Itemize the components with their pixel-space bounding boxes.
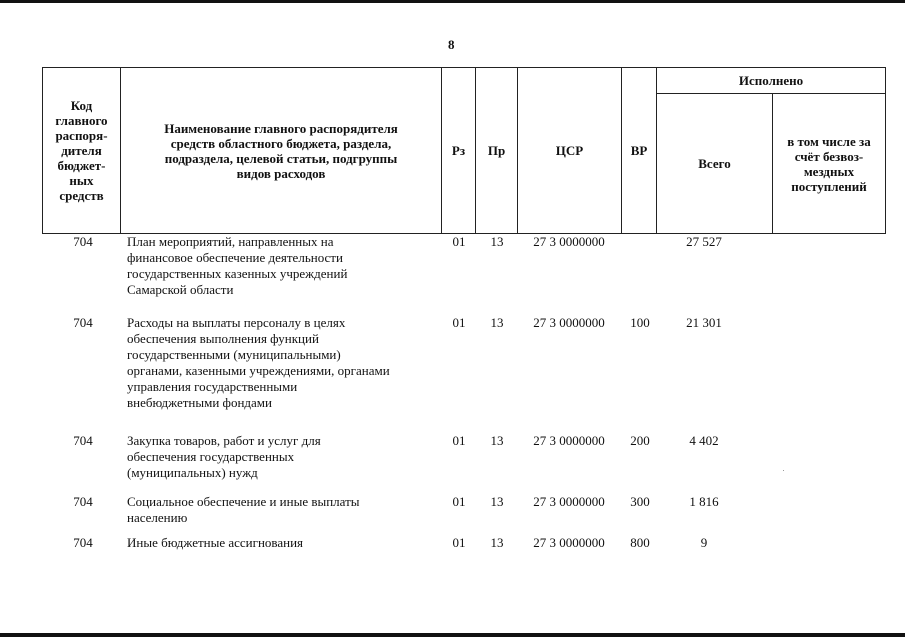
row-rz: 01 bbox=[452, 433, 466, 448]
page-number: 8 bbox=[448, 37, 455, 52]
row-rz: 01 bbox=[452, 494, 466, 509]
bottom-rule bbox=[0, 633, 905, 637]
row-total: 4 402 bbox=[689, 433, 719, 448]
row-total: 1 816 bbox=[689, 494, 719, 509]
header-name: Наименование главного распорядителя средств областного бюджета, раздела, подраздела, целевой статьи, подгруппы видов расходов bbox=[120, 67, 442, 234]
header-csr: ЦСР bbox=[517, 67, 622, 234]
header-rz: Рз bbox=[441, 67, 476, 234]
row-vr: 300 bbox=[630, 494, 650, 509]
row-name: Расходы на выплаты персоналу в целях обеспечения выполнения функций государственными (муниципальными) органами, казенными учреждениями, органами управления государственными внебюджетными фондами bbox=[127, 315, 390, 410]
row-csr: 27 3 0000000 bbox=[533, 433, 605, 448]
row-csr: 27 3 0000000 bbox=[533, 494, 605, 509]
row-pr: 13 bbox=[490, 494, 504, 509]
row-name: План мероприятий, направленных на финансовое обеспечение деятельности государственных казенных учреждений Самарской области bbox=[127, 234, 348, 297]
row-vr: 800 bbox=[630, 535, 650, 550]
row-name: Социальное обеспечение и иные выплаты населению bbox=[127, 494, 360, 525]
row-csr: 27 3 0000000 bbox=[533, 315, 605, 330]
row-code: 704 bbox=[73, 234, 93, 249]
row-code: 704 bbox=[73, 315, 93, 330]
row-pr: 13 bbox=[490, 315, 504, 330]
row-rz: 01 bbox=[452, 535, 466, 550]
row-code: 704 bbox=[73, 535, 93, 550]
row-pr: 13 bbox=[490, 535, 504, 550]
row-vr: 100 bbox=[630, 315, 650, 330]
row-code: 704 bbox=[73, 433, 93, 448]
row-pr: 13 bbox=[490, 433, 504, 448]
header-code: Код главного распоря- дителя бюджет- ных средств bbox=[42, 67, 121, 234]
row-name: Закупка товаров, работ и услуг для обеспечения государственных (муниципальных) нужд bbox=[127, 433, 321, 480]
row-rz: 01 bbox=[452, 234, 466, 249]
header-vr: ВР bbox=[621, 67, 657, 234]
row-csr: 27 3 0000000 bbox=[533, 535, 605, 550]
row-total: 21 301 bbox=[686, 315, 722, 330]
row-pr: 13 bbox=[490, 234, 504, 249]
row-csr: 27 3 0000000 bbox=[533, 234, 605, 249]
row-rz: 01 bbox=[452, 315, 466, 330]
top-rule bbox=[0, 0, 905, 3]
header-executed: Исполнено bbox=[656, 67, 886, 94]
row-vr: 200 bbox=[630, 433, 650, 448]
header-total: Всего bbox=[656, 93, 773, 234]
row-total: 9 bbox=[700, 535, 708, 550]
header-incl: в том числе за счёт безвоз- мездных поступлений bbox=[772, 93, 886, 234]
row-code: 704 bbox=[73, 494, 93, 509]
scan-speck bbox=[783, 470, 784, 471]
row-name: Иные бюджетные ассигнования bbox=[127, 535, 304, 550]
header-pr: Пр bbox=[475, 67, 518, 234]
row-total: 27 527 bbox=[686, 234, 722, 249]
